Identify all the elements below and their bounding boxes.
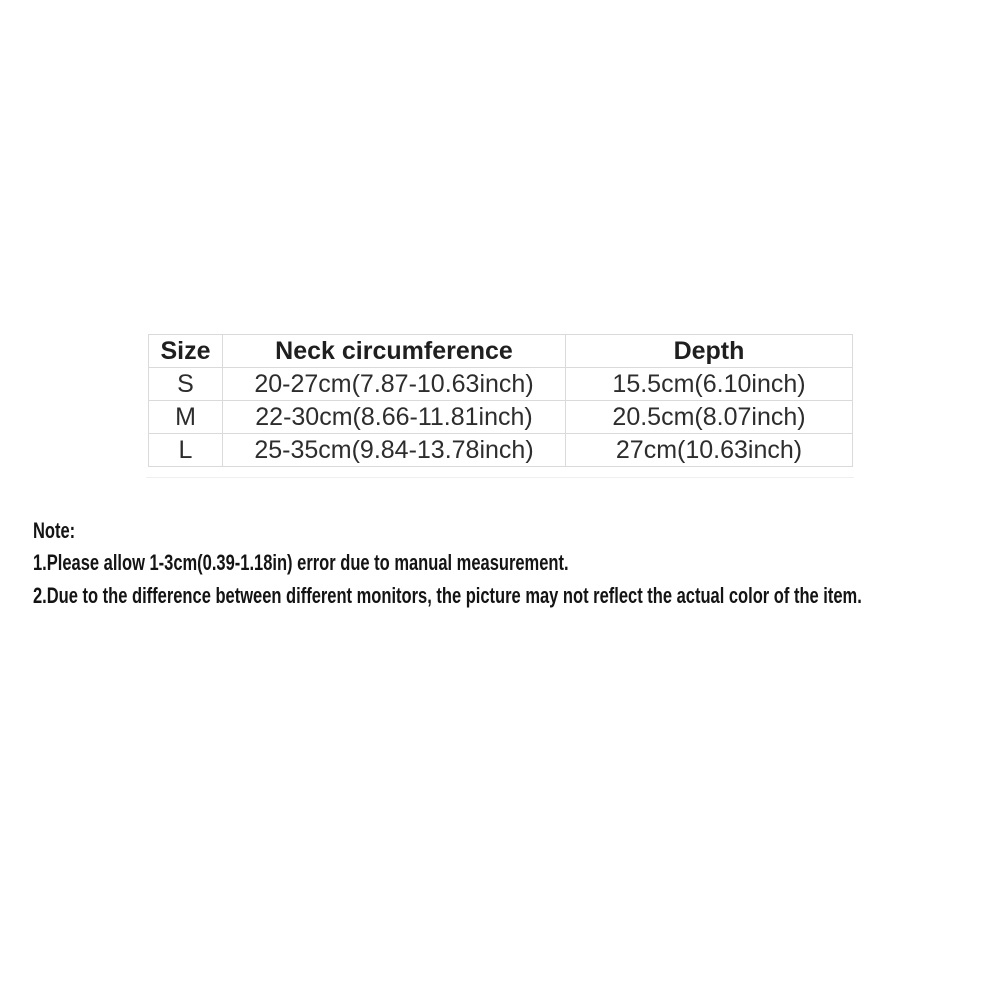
cell-depth-s: 15.5cm(6.10inch) — [566, 368, 853, 401]
cell-size-s: S — [149, 368, 223, 401]
table-bottom-ghost-line — [146, 477, 854, 478]
note-item-1: 1.Please allow 1-3cm(0.39-1.18in) error due to manual measurement. — [33, 550, 569, 575]
header-cell-size: Size — [149, 335, 223, 368]
cell-depth-l: 27cm(10.63inch) — [566, 434, 853, 467]
note-item-2: 2.Due to the difference between different monitors, the picture may not reflect the actual color of the item. — [33, 583, 862, 608]
notes-title: Note: — [33, 518, 76, 543]
cell-neck-m: 22-30cm(8.66-11.81inch) — [223, 401, 566, 434]
cell-neck-s: 20-27cm(7.87-10.63inch) — [223, 368, 566, 401]
cell-size-l: L — [149, 434, 223, 467]
cell-size-m: M — [149, 401, 223, 434]
header-cell-depth: Depth — [566, 335, 853, 368]
size-chart-table — [148, 334, 853, 467]
table-row-l — [149, 434, 853, 467]
cell-neck-l: 25-35cm(9.84-13.78inch) — [223, 434, 566, 467]
cell-depth-m: 20.5cm(8.07inch) — [566, 401, 853, 434]
table-row-s — [149, 368, 853, 401]
table-header-row — [149, 335, 853, 368]
header-cell-neck-circumference: Neck circumference — [223, 335, 566, 368]
table-row-m — [149, 401, 853, 434]
